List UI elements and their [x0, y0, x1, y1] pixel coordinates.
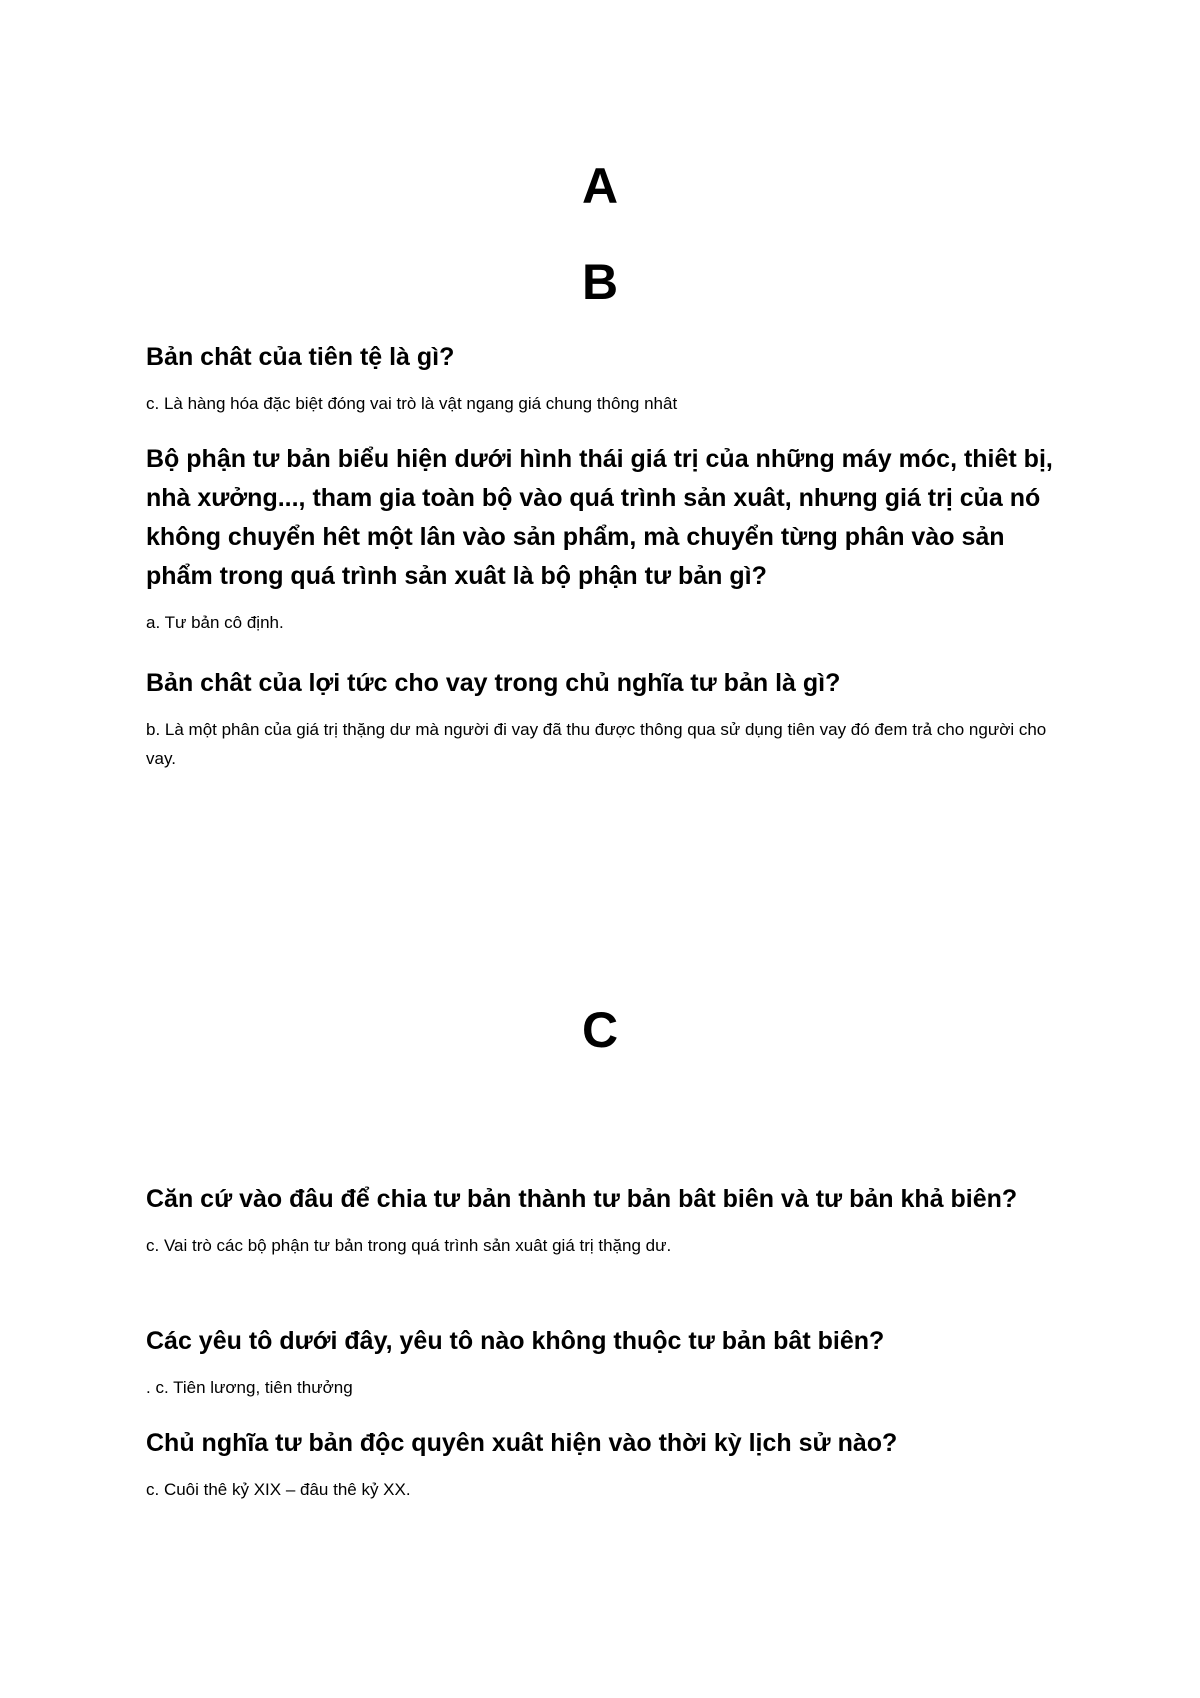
- answer-text: a. Tư bản cô định.: [146, 613, 284, 632]
- answer-text: c. Cuôi thê kỷ XIX – đâu thê kỷ XX.: [146, 1480, 411, 1499]
- question-text: Các yêu tô dưới đây, yêu tô nào không thuộc tư bản bât biên?: [146, 1327, 885, 1355]
- qa-item-5: [146, 1322, 1066, 1402]
- question-text: Chủ nghĩa tư bản độc quyên xuât hiện vào thời kỳ lịch sử nào?: [146, 1429, 898, 1457]
- qa-item-3: [146, 664, 1066, 773]
- qa-item-2: [146, 440, 1066, 637]
- question-text: Căn cứ vào đâu để chia tư bản thành tư bản bât biên và tư bản khả biên?: [146, 1185, 1018, 1213]
- qa-item-6: [146, 1424, 1066, 1504]
- section-heading-a: A: [581, 158, 619, 214]
- qa-item-1: [146, 338, 1066, 418]
- section-heading-c: C: [581, 1002, 619, 1058]
- section-heading-b: B: [581, 254, 619, 310]
- question-text: Bộ phận tư bản biểu hiện dưới hình thái giá trị của những máy móc, thiêt bị, nhà xưởng..., tham gia toàn bộ vào quá trình sản xuât, nhưng giá trị của nó không chuyển hêt một lân vào sản phẩm, mà chuyển từng phân vào sản phẩm trong quá trình sản xuât là bộ phận tư bản gì?: [146, 445, 1053, 590]
- answer-text: c. Vai trò các bộ phận tư bản trong quá trình sản xuât giá trị thặng dư.: [146, 1236, 672, 1255]
- answer-text: . c. Tiên lương, tiên thưởng: [146, 1378, 353, 1397]
- answer-text: c. Là hàng hóa đặc biệt đóng vai trò là vật ngang giá chung thông nhât: [146, 394, 678, 413]
- answer-text: b. Là một phân của giá trị thặng dư mà người đi vay đã thu được thông qua sử dụng tiên vay đó đem trả cho người cho vay.: [146, 720, 1047, 768]
- question-text: Bản chât của tiên tệ là gì?: [146, 343, 455, 371]
- question-text: Bản chât của lợi tức cho vay trong chủ nghĩa tư bản là gì?: [146, 669, 841, 697]
- qa-item-4: [146, 1180, 1066, 1260]
